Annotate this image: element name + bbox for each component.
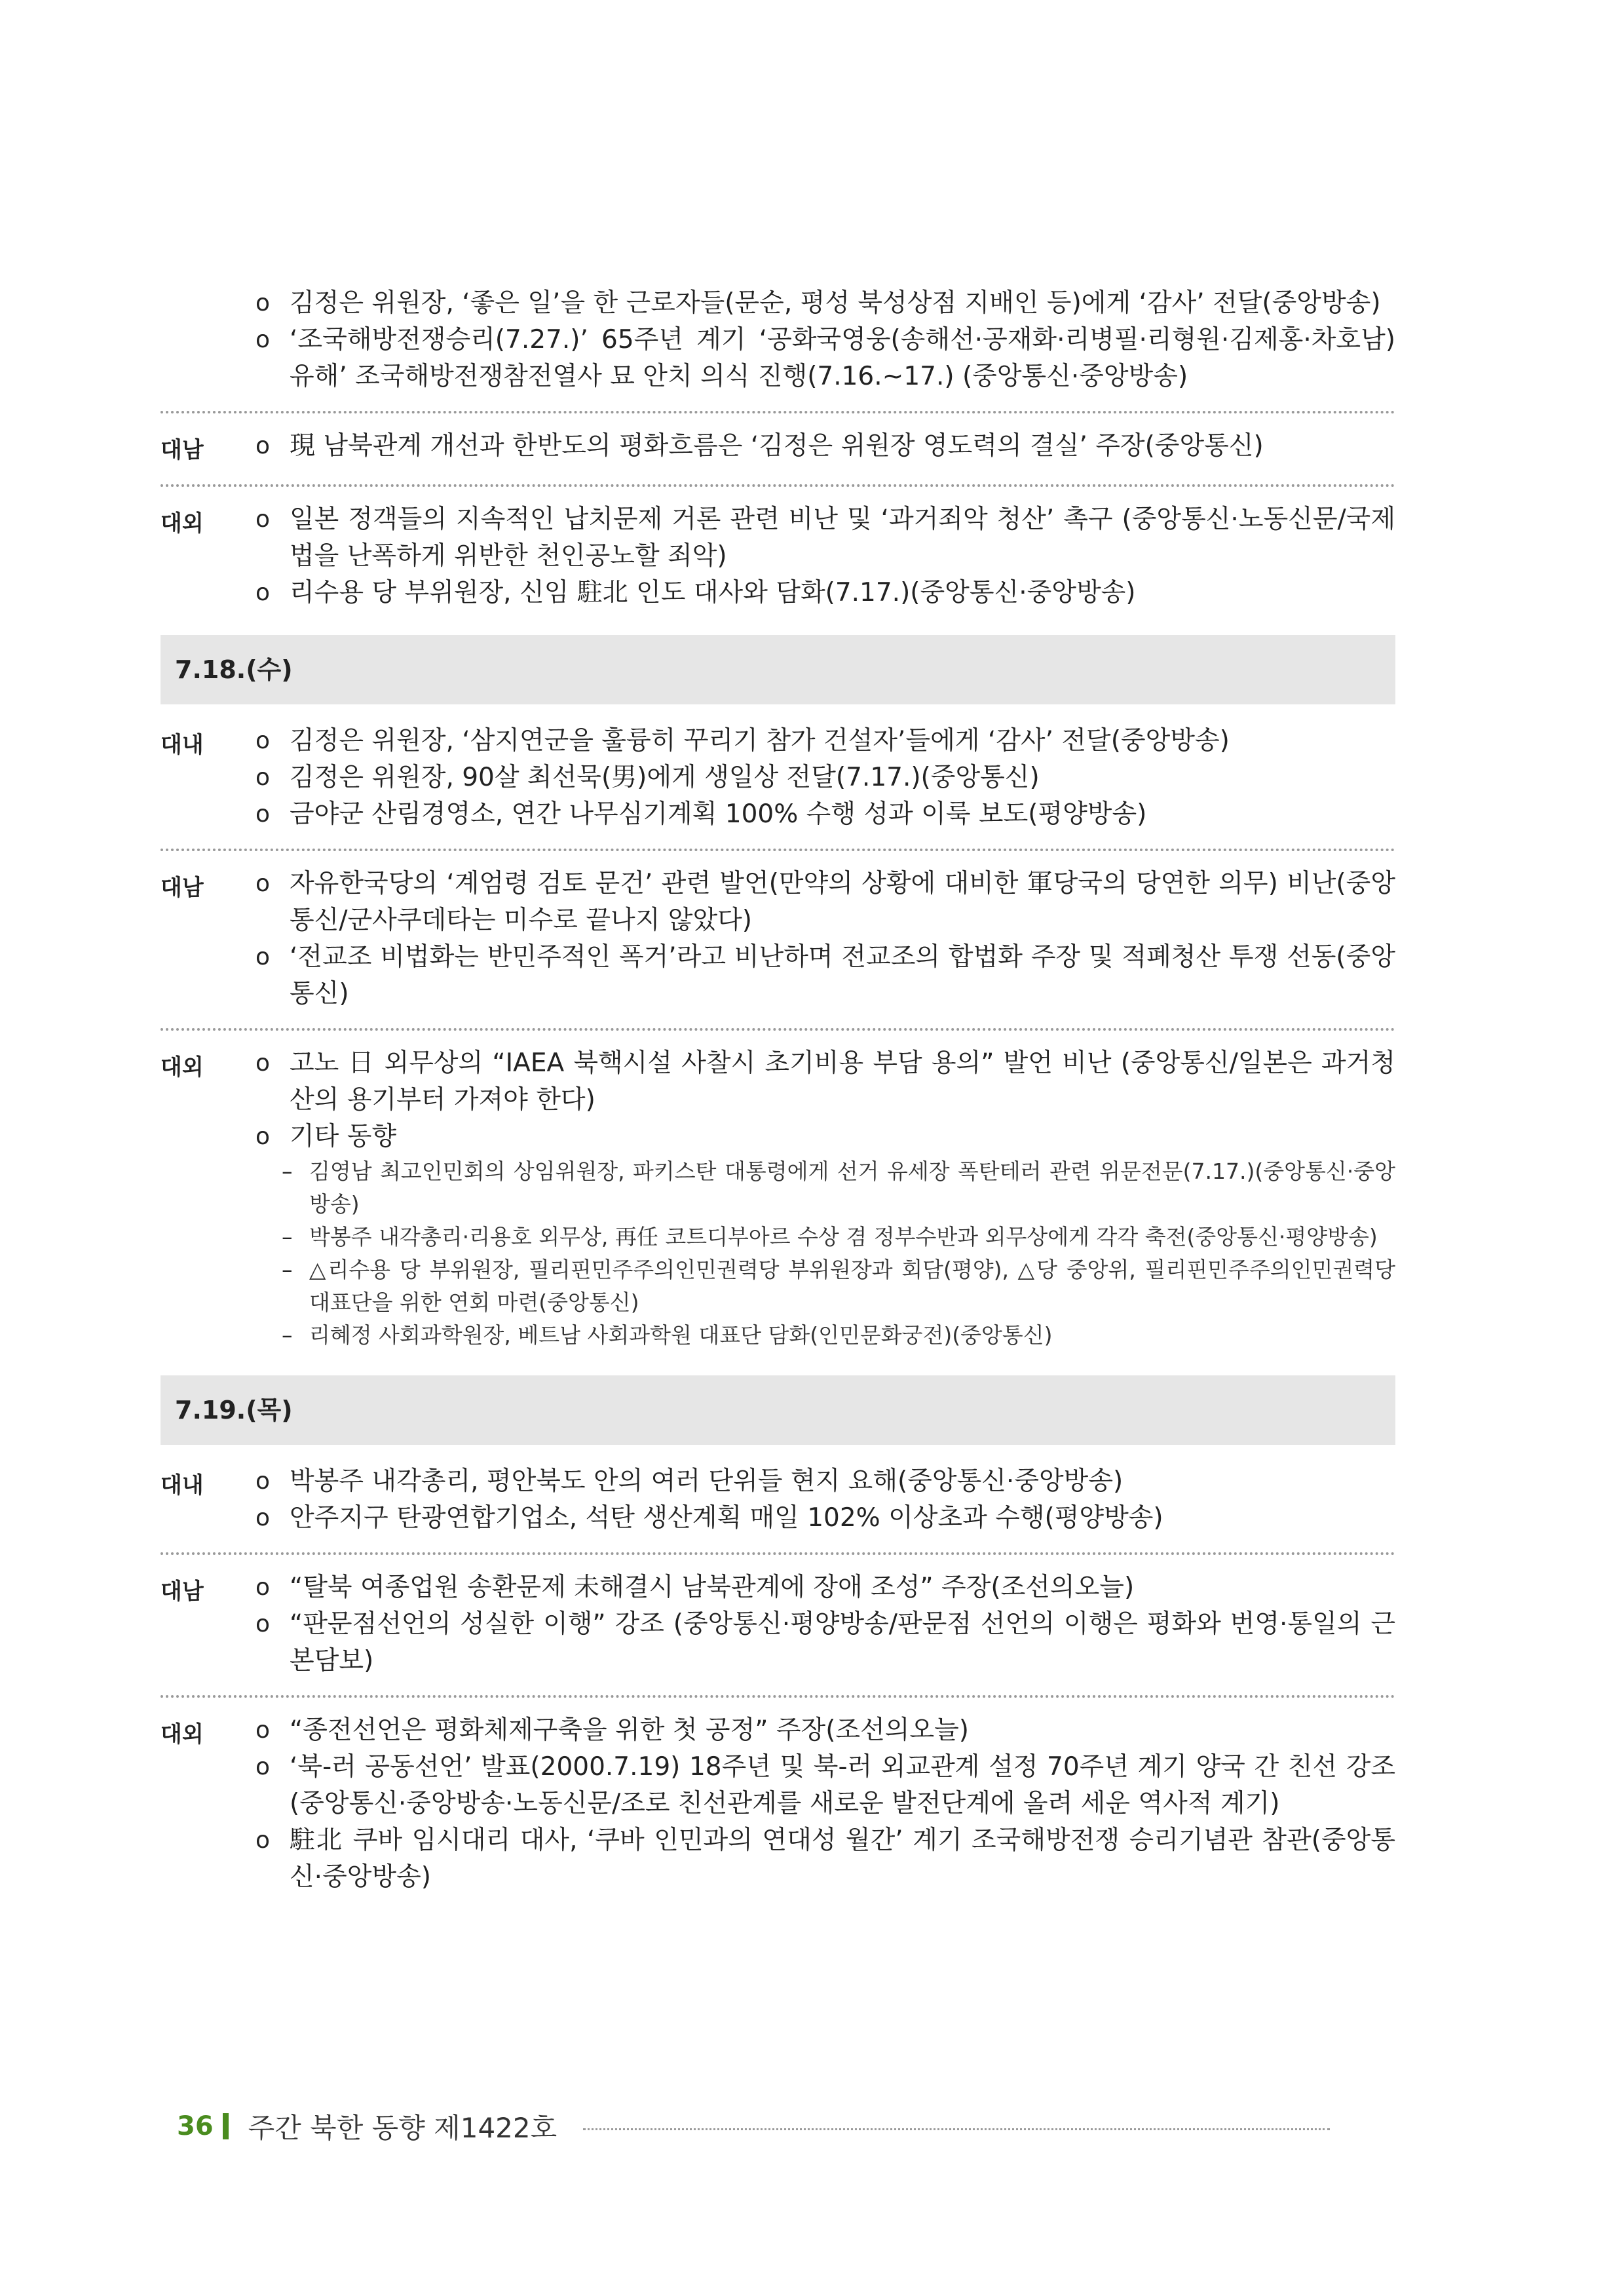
item-list	[255, 501, 1395, 611]
item-text: 김정은 위원장, 90살 최선묵(男)에게 생일상 전달(7.17.)(중앙통신)	[290, 763, 1040, 792]
item-list	[255, 866, 1395, 1012]
item-text: 박봉주 내각총리, 평안북도 안의 여러 단위들 현지 요해(중앙통신·중앙방송)	[290, 1466, 1124, 1496]
bullet-icon: o	[255, 1717, 271, 1744]
dash-icon: –	[282, 1158, 293, 1184]
sub-item-text: 리혜정 사회과학원장, 베트남 사회과학원 대표단 담화(인민문화궁전)(중앙통신)	[309, 1322, 1053, 1348]
bullet-icon: o	[255, 290, 271, 316]
item-list	[255, 1463, 1395, 1537]
bullet-icon: o	[255, 506, 271, 533]
list-item	[255, 1712, 1395, 1749]
item-text: ‘북-러 공동선언’ 발표(2000.7.19) 18주년 및 북-러 외교관계 설정 70주년 계기 양국 간 친선 강조(중앙통신·중앙방송·노동신문/조로 친선관계를 새로운 발전단계에 올려 세운 역사적 계기)	[290, 1752, 1395, 1818]
category-label	[161, 285, 255, 395]
item-text: 일본 정객들의 지속적인 납치문제 거론 관련 비난 및 ‘과거죄악 청산’ 촉구 (중앙통신·노동신문/국제 법을 난폭하게 위반한 천인공노할 죄악)	[290, 505, 1395, 571]
item-list	[255, 723, 1395, 833]
item-text: “탈북 여종업원 송환문제 未해결시 남북관계에 장애 조성” 주장(조선의오늘)	[290, 1573, 1135, 1602]
list-item	[255, 1749, 1395, 1822]
category-group	[161, 278, 1395, 404]
category-label: 대내	[161, 732, 204, 758]
dash-icon: –	[282, 1224, 293, 1250]
list-item	[255, 1569, 1395, 1606]
footer-bar	[223, 2113, 229, 2139]
list-item	[255, 501, 1395, 575]
list-item	[255, 285, 1395, 322]
list-item	[255, 1463, 1395, 1500]
item-text: 김정은 위원장, ‘삼지연군을 훌륭히 꾸리기 참가 건설자’들에게 ‘감사’ 전달(중앙방송)	[290, 726, 1230, 756]
item-text: 리수용 당 부위원장, 신임 駐北 인도 대사와 담화(7.17.)(중앙통신·중앙방송)	[290, 578, 1136, 607]
category-group	[161, 1552, 1395, 1689]
bullet-icon: o	[255, 944, 271, 970]
list-item	[255, 866, 1395, 939]
item-text: “종전선언은 평화체제구축을 위한 첫 공정” 주장(조선의오늘)	[290, 1715, 970, 1745]
page-footer	[177, 2107, 1330, 2146]
item-text: 고노 日 외무상의 “IAEA 북핵시설 사찰시 초기비용 부담 용의” 발언 비난 (중앙통신/일본은 과거청산의 용기부터 가져야 한다)	[290, 1048, 1395, 1115]
list-item	[255, 939, 1395, 1012]
item-list	[255, 1712, 1395, 1896]
item-list	[255, 285, 1395, 395]
list-item	[255, 796, 1395, 833]
list-item	[255, 759, 1395, 796]
category-group	[161, 411, 1395, 478]
list-item	[255, 1119, 1395, 1155]
bullet-icon: o	[255, 727, 271, 754]
page-number: 36	[177, 2111, 214, 2141]
item-list	[255, 1045, 1395, 1352]
list-item	[255, 1606, 1395, 1679]
sub-item-text: 박봉주 내각총리·리용호 외무상, 再任 코트디부아르 수상 겸 정부수반과 외무상에게 각각 축전(중앙통신·평양방송)	[309, 1224, 1378, 1250]
item-text: 駐北 쿠바 임시대리 대사, ‘쿠바 인민과의 연대성 월간’ 계기 조국해방전쟁 승리기념관 참관(중앙통신·중앙방송)	[290, 1826, 1395, 1892]
footer-dotted-line	[583, 2128, 1330, 2130]
bullet-icon: o	[255, 1504, 271, 1531]
bullet-icon: o	[255, 1050, 271, 1077]
bullet-icon: o	[255, 764, 271, 791]
bullet-icon: o	[255, 1123, 271, 1150]
sub-item	[282, 1319, 1395, 1352]
item-text: 자유한국당의 ‘계엄령 검토 문건’ 관련 발언(만약의 상황에 대비한 軍당국의 당연한 의무) 비난(중앙통신/군사쿠데타는 미수로 끝나지 않았다)	[290, 869, 1395, 935]
item-text: “판문점선언의 성실한 이행” 강조 (중앙통신·평양방송/판문점 선언의 이행은 평화와 번영·통일의 근본담보)	[290, 1609, 1395, 1675]
list-item	[255, 575, 1395, 611]
bullet-icon: o	[255, 1574, 271, 1601]
category-group	[161, 849, 1395, 1022]
item-text: 現 남북관계 개선과 한반도의 평화흐름은 ‘김정은 위원장 영도력의 결실’ 주장(중앙통신)	[290, 431, 1264, 461]
bullet-icon: o	[255, 801, 271, 828]
list-item	[255, 428, 1395, 465]
category-group	[161, 484, 1395, 621]
category-group	[161, 1457, 1395, 1546]
category-label: 대남	[161, 875, 204, 901]
bullet-icon: o	[255, 1827, 271, 1854]
item-text: 기타 동향	[290, 1122, 397, 1151]
bullet-icon: o	[255, 579, 271, 606]
bullet-icon: o	[255, 1468, 271, 1495]
dash-icon: –	[282, 1257, 293, 1282]
sub-item-text: △리수용 당 부위원장, 필리핀민주주의인민권력당 부위원장과 회담(평양), △당 중앙위, 필리핀민주주의인민권력당 대표단을 위한 연회 마련(중앙통신)	[309, 1257, 1395, 1315]
item-text: ‘조국해방전쟁승리(7.27.)’ 65주년 계기 ‘공화국영웅(송해선·공재화·리병필·리형원·김제홍·차호남) 유해’ 조국해방전쟁참전열사 묘 안치 의식 진행(7.16.~17.) (중앙통신·중앙방송)	[290, 325, 1395, 391]
list-item	[255, 322, 1395, 395]
category-group	[161, 1028, 1395, 1361]
bullet-icon: o	[255, 870, 271, 897]
bullet-icon: o	[255, 326, 271, 353]
category-label: 대외	[161, 510, 204, 537]
date-header: 7.19.(목)	[161, 1375, 1395, 1445]
bullet-icon: o	[255, 1753, 271, 1780]
bullet-icon: o	[255, 1611, 271, 1637]
item-list	[255, 1569, 1395, 1679]
sub-item-text: 김영남 최고인민회의 상임위원장, 파키스탄 대통령에게 선거 유세장 폭탄테러 관련 위문전문(7.17.)(중앙통신·중앙방송)	[309, 1158, 1395, 1217]
item-text: 금야군 산림경영소, 연간 나무심기계획 100% 수행 성과 이룩 보도(평양방송)	[290, 799, 1147, 829]
date-header: 7.18.(수)	[161, 635, 1395, 704]
sub-item	[282, 1155, 1395, 1221]
item-text: ‘전교조 비법화는 반민주적인 폭거’라고 비난하며 전교조의 합법화 주장 및 적폐청산 투쟁 선동(중앙통신)	[290, 942, 1395, 1008]
list-item	[255, 1500, 1395, 1537]
sub-item	[282, 1253, 1395, 1319]
item-list	[255, 428, 1395, 469]
category-label: 대외	[161, 1054, 204, 1081]
category-label: 대내	[161, 1472, 204, 1499]
category-label: 대남	[161, 1578, 204, 1605]
category-group	[161, 716, 1395, 842]
category-label: 대외	[161, 1721, 204, 1748]
category-group	[161, 1695, 1395, 1905]
sub-item	[282, 1221, 1395, 1253]
item-text: 김정은 위원장, ‘좋은 일’을 한 근로자들(문순, 평성 북성상점 지배인 등)에게 ‘감사’ 전달(중앙방송)	[290, 288, 1381, 318]
dash-icon: –	[282, 1322, 293, 1348]
publication-title: 주간 북한 동향 제1422호	[248, 2112, 557, 2144]
bullet-icon: o	[255, 432, 271, 459]
list-item	[255, 1045, 1395, 1119]
list-item	[255, 723, 1395, 759]
list-item	[255, 1822, 1395, 1896]
item-text: 안주지구 탄광연합기업소, 석탄 생산계획 매일 102% 이상초과 수행(평양방송)	[290, 1503, 1163, 1533]
category-label: 대남	[161, 437, 204, 463]
document-body	[161, 278, 1395, 1905]
